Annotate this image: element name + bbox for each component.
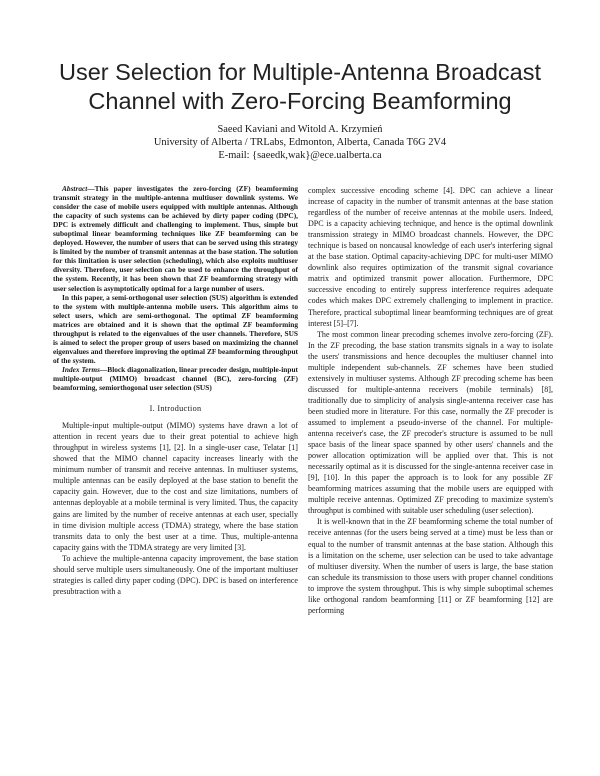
intro-paragraph-1: Multiple-input multiple-output (MIMO) systems have drawn a lot of attention in recent years due to their great potential to achieve high throughput in wireless systems [1], [2]. In a single-user case, Telatar [1] showed that the MIMO channel capacity increases linearly with the minimum number of transmit and receive antennas. In multiuser systems, multiple antennas can be easily deployed at the base station to benefit the capacity gain. However, due to the cost and size limitations, numbers of antennas deployable at a mobile terminal is very limited. Thus, the capacity gains are limited by the number of receive antennas at each user, specially in time division multiple access (TDMA) strategy, where the base station transmits data to only the best user at a time. Thus, multiple-antenna capacity gains with the TDMA strategy are very limited [3].: [53, 421, 298, 552]
author-names: Saeed Kaviani and Witold A. Krzymień: [217, 124, 383, 135]
right-column: [308, 185, 553, 616]
abstract-paragraph-2: In this paper, a semi-orthogonal user selection (SUS) algorithm is extended to the system with multiple-antenna mobile users. This algorithm aims to select users, which are semi-orthogonal. The optimal ZF beamforming matrices are obtained and it is shown that the optimal ZF beamforming throughput is related to the eigenvalues of the user channels. Therefore, SUS is aimed to select the proper group of users based on maximizing the channel eigenvalues and therefore improving the optimal ZF beamforming throughput of the system.: [53, 292, 298, 365]
right-paragraph-3: It is well-known that in the ZF beamforming scheme the total number of receive antennas (for the users being served at a time) must be less than or equal to the number of transmit antennas at the base station. Although this is a limitation on the scheme, user selection can be used to take advantage of multiuser diversity. When the number of users is large, the base station can schedule its transmission to those users with proper channel conditions to improve the system throughput. This is why simple suboptimal schemes like orthogonal random beamforming [11] or ZF beamforming [12] are performing: [308, 517, 553, 615]
right-paragraph-2: The most common linear precoding schemes involve zero-forcing (ZF). In the ZF precoding, the base station transmits signals in a way to isolate the users' transmissions and hence decouples the multiuser channel into multiple independent sub-channels. ZF schemes have been studied extensively in multiuser systems. Although ZF precoding scheme has been discussed for multiple-antenna receivers (mobile terminals) [8], traditionally due to simplicity of analysis single-antenna receiver case has been studied more in literature. For this case, normally the ZF precoder is assumed to implement a pseudo-inverse of the channel. For multiple-antenna receiver's case, the ZF precoder's structure is assumed to be null space basis of the linear space spanned by other users' channels and the power allocation optimization will be applied over that. This is not necessarily optimal as it is discussed for the single-antenna receiver case in [9], [10]. In this paper the approach is to look for any possible ZF beamforming matrices assuming that the mobile users are equipped with multiple receive antennas. Optimized ZF precoding to maximize system's throughput is combined with suitable user scheduling (user selection).: [308, 329, 553, 516]
section-heading-introduction: I. Introduction: [149, 404, 202, 414]
author-email: E-mail: {saeedk,wak}@ece.ualberta.ca: [218, 149, 382, 161]
author-affiliation: University of Alberta / TRLabs, Edmonton, Alberta, Canada T6G 2V4: [153, 136, 447, 148]
author-block: [40, 124, 560, 162]
left-column: [53, 184, 298, 597]
index-terms-text: —Block diagonalization, linear precoder design, multiple-input multiple-output (MIMO) broadcast channel (BC), zero-forcing (ZF) beamforming, semiorthogonal user selection (SUS): [53, 364, 298, 393]
intro-paragraph-2: To achieve the multiple-antenna capacity improvement, the base station should serve multiple users simultaneously. One of the important multiuser strategies is called dirty paper coding (DPC). DPC is based on interference presubtraction with a: [53, 553, 298, 596]
index-terms-lead: Index Terms: [62, 364, 100, 374]
right-paragraph-1: complex successive encoding scheme [4]. DPC can achieve a linear increase of capacity in the number of transmit antennas at the base station regardless of the number of receive antennas at the mobile users. Indeed, DPC is a capacity achieving technique, and hence is the optimal downlink transmission strategy in MIMO broadcast channels. However, the DPC technique is based on noncausal knowledge of each user's interfering signal at the base station. Optimal capacity-achieving DPC for multi-user MIMO downlink also requires optimization of the transmit signal covariance matrix and optimized transmit power allocation. Furthermore, DPC successive encoding to entirely suppress interference requires adequate codes which makes DPC extremely challenging to implement in practice. Therefore, practical suboptimal linear beamforming techniques are of great interest [5]–[7].: [308, 186, 553, 328]
abstract-text-1: —This paper investigates the zero-forcing (ZF) beamforming transmit strategy in the multiple-antenna multiuser downlink systems. We consider the case of mobile users equipped with multiple antennas. Although the capacity of such systems can be achieved by dirty paper coding (DPC), DPC is extremely difficult and challenging to implement. Thus, simple but suboptimal linear beamforming techniques like ZF beamforming can be deployed. However, the number of users that can be served using this strategy is limited by the number of transmit antennas at the base station. The solution for this limitation is user selection (scheduling), which also exploits multiuser diversity. Therefore, user selection can be used to enhance the throughput of the system. Recently, it has been shown that ZF beamforming strategy with user selection is asymptotically optimal for a large number of users.: [53, 184, 298, 293]
abstract: [53, 184, 298, 365]
abstract-paragraph-1: [53, 184, 298, 293]
abstract-lead: Abstract: [62, 184, 88, 193]
paper-title: User Selection for Multiple-Antenna Broadcast Channel with Zero-Forcing Beamforming: [59, 59, 541, 114]
index-terms: [53, 365, 298, 392]
